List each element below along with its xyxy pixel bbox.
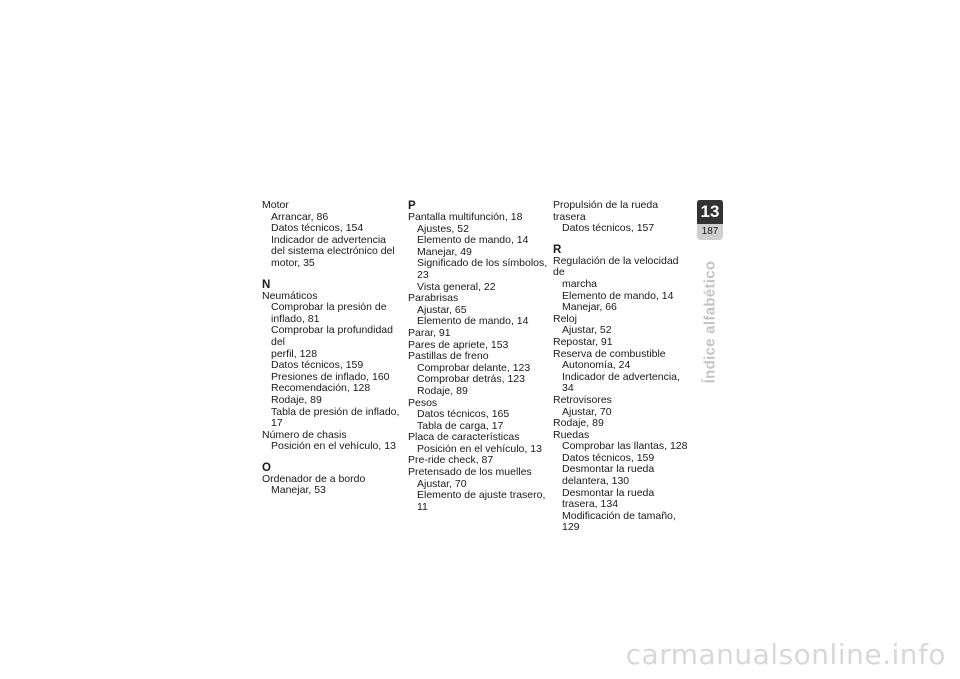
index-subentry: Indicador de advertencia xyxy=(271,233,386,246)
index-subentry: Rodaje, 89 xyxy=(271,393,322,406)
index-entry: Ordenador de a bordo xyxy=(262,472,366,485)
index-subentry: Manejar, 53 xyxy=(271,484,326,497)
index-entry: Parabrisas xyxy=(408,292,459,305)
section-title: Índice alfabético xyxy=(701,260,719,384)
index-subentry: Datos técnicos, 159 xyxy=(562,451,655,464)
index-subentry: Elemento de mando, 14 xyxy=(417,234,529,247)
index-entry: Regulación de la velocidad de xyxy=(553,254,679,279)
index-subentry: Datos técnicos, 154 xyxy=(271,222,364,235)
index-subentry: Comprobar delante, 123 xyxy=(417,361,531,374)
index-subentry: Vista general, 22 xyxy=(417,280,496,293)
index-subentry: Manejar, 66 xyxy=(562,301,617,314)
index-subentry: del sistema electrónico del xyxy=(271,245,395,258)
chapter-number: 13 xyxy=(697,200,723,224)
index-subentry: motor, 35 xyxy=(271,256,315,269)
index-subentry: Recomendación, 128 xyxy=(271,382,371,395)
index-entry: Repostar, 91 xyxy=(553,335,613,348)
index-entry: Pretensado de los muelles xyxy=(408,466,532,479)
index-subentry: trasera, 134 xyxy=(562,498,619,511)
index-subentry: Desmontar la rueda xyxy=(562,486,655,499)
index-entry: Retrovisores xyxy=(553,393,612,406)
index-entry: Rodaje, 89 xyxy=(553,417,604,430)
index-entry: Ruedas xyxy=(553,428,590,441)
index-entry: Neumáticos xyxy=(262,289,318,302)
index-subentry: Posición en el vehículo, 13 xyxy=(417,442,542,455)
index-subentry: Ajustar, 65 xyxy=(417,303,467,316)
index-subentry: Posición en el vehículo, 13 xyxy=(271,440,396,453)
index-entry: Pares de apriete, 153 xyxy=(408,338,509,351)
index-subentry: Datos técnicos, 157 xyxy=(562,222,655,235)
index-entry: Motor xyxy=(262,199,289,211)
index-letter-heading: R xyxy=(553,243,562,256)
index-subentry: inflado, 81 xyxy=(271,312,320,325)
index-subentry: Elemento de mando, 14 xyxy=(417,315,529,328)
index-subentry: Elemento de ajuste trasero, 11 xyxy=(417,489,546,513)
index-subentry: Ajustar, 70 xyxy=(417,477,467,490)
index-column-1 xyxy=(262,200,402,497)
index-subentry: perfil, 128 xyxy=(271,347,318,360)
index-subentry: Desmontar la rueda xyxy=(562,463,655,476)
index-subentry: Indicador de advertencia, 34 xyxy=(562,370,680,395)
index-entry: Pastillas de freno xyxy=(408,350,489,363)
index-entry: Reserva de combustible xyxy=(553,347,666,360)
index-subentry: Datos técnicos, 159 xyxy=(271,359,364,372)
index-entry: Pesos xyxy=(408,396,438,409)
index-entry: Propulsión de la rueda trasera xyxy=(553,199,659,223)
page-number: 187 xyxy=(701,226,719,237)
index-subentry: Elemento de mando, 14 xyxy=(562,289,674,302)
index-subentry: Ajustar, 52 xyxy=(562,324,612,337)
index-subentry: Comprobar la profundidad del xyxy=(271,324,393,348)
index-subentry: Tabla de presión de inflado, 17 xyxy=(271,405,400,430)
index-letter-heading: O xyxy=(262,461,271,474)
watermark: carmanualsonline.info xyxy=(625,638,946,671)
index-subentry: Comprobar detrás, 123 xyxy=(417,373,525,386)
index-letter-heading: P xyxy=(408,200,416,212)
index-subentry: Rodaje, 89 xyxy=(417,384,468,397)
index-subentry: Significado de los símbolos, 23 xyxy=(417,257,548,281)
index-subentry: Autonomía, 24 xyxy=(562,359,631,372)
index-entry: Reloj xyxy=(553,312,577,325)
index-entry: Parar, 91 xyxy=(408,326,451,339)
index-subentry: Comprobar las llantas, 128 xyxy=(562,440,688,453)
index-entry: Pre-ride check, 87 xyxy=(408,454,494,467)
index-subentry: marcha xyxy=(562,277,598,290)
index-entry: Número de chasis xyxy=(262,428,347,441)
index-subentry: Ajustar, 70 xyxy=(562,405,612,418)
index-subentry: Presiones de inflado, 160 xyxy=(271,370,390,383)
index-subentry: Comprobar la presión de xyxy=(271,301,387,314)
index-subentry: Modificación de tamaño, 129 xyxy=(562,509,676,534)
index-column-2 xyxy=(408,200,548,513)
index-subentry: delantera, 130 xyxy=(562,475,630,488)
index-entry: Pantalla multifunción, 18 xyxy=(408,211,523,223)
index-subentry: Tabla de carga, 17 xyxy=(417,419,504,432)
index-column-3 xyxy=(553,200,693,534)
index-letter-heading: N xyxy=(262,278,271,291)
index-subentry: Ajustes, 52 xyxy=(417,222,469,235)
index-subentry: Arrancar, 86 xyxy=(271,210,329,223)
index-subentry: Manejar, 49 xyxy=(417,245,472,258)
index-subentry: Datos técnicos, 165 xyxy=(417,408,510,421)
index-entry: Placa de características xyxy=(408,431,520,444)
